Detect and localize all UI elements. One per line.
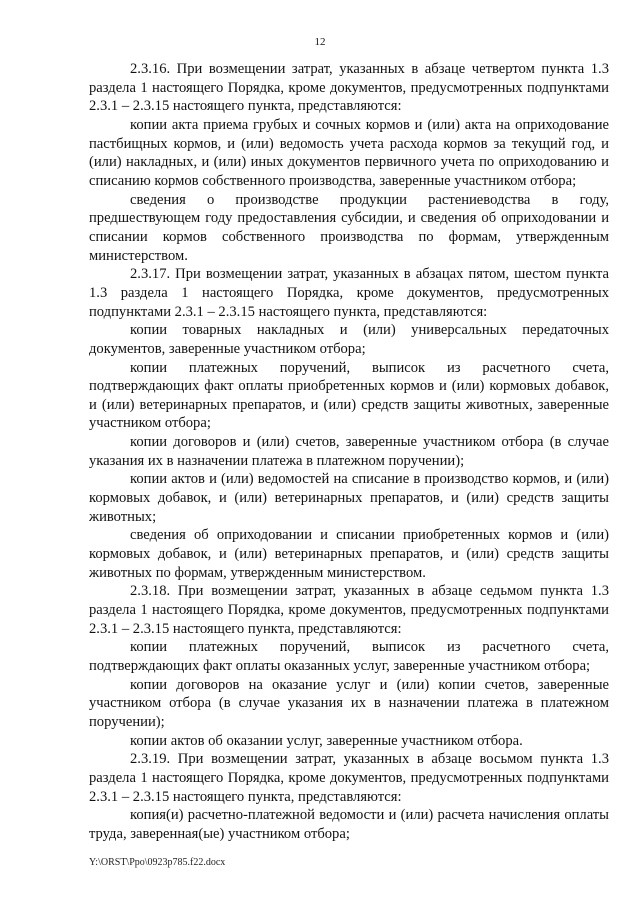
page-number: 12 [314,36,326,48]
paragraph-write-off-act-copies: копии актов и (или) ведомостей на списание в производство кормов, и (или) кормовых добавок, и (или) ветеринарных препаратов, и (или) средств защиты животных; [89,471,609,525]
paragraph-contract-copies: копии договоров и (или) счетов, заверенные участником отбора (в случае указания их в назначении платежа в платежном поручении); [89,434,609,469]
paragraph-2-3-19: 2.3.19. При возмещении затрат, указанных в абзаце восьмом пункта 1.3 раздела 1 настоящего Порядка, кроме документов, предусмотренных подпунктами 2.3.1 – 2.3.15 настоящего пункта, представляются: [89,751,609,805]
paragraph-payroll-copies: копия(и) расчетно-платежной ведомости и (или) расчета начисления оплаты труда, заверенная(ые) участником отбора; [89,807,609,842]
paragraph-2-3-18: 2.3.18. При возмещении затрат, указанных в абзаце седьмом пункта 1.3 раздела 1 настоящего Порядка, кроме документов, предусмотренных подпунктами 2.3.1 – 2.3.15 настоящего пункта, представляются: [89,583,609,637]
paragraph-feed-acceptance-copies: копии акта приема грубых и сочных кормов и (или) акта на оприходование пастбищных кормов, и (или) ведомость учета расхода кормов за текущий год, и (или) накладных, и (или) иных документов первичного учета по оприходованию и списанию кормов собственного производства, заверенные участником отбора; [89,116,609,189]
paragraph-payment-order-copies: копии платежных поручений, выписок из расчетного счета, подтверждающих факт оплаты приобретенных кормов и (или) кормовых добавок, и (или) ветеринарных препаратов, и (или) средств защиты животных, заверенные участником отбора; [89,359,609,432]
paragraph-service-payment-copies: копии платежных поручений, выписок из расчетного счета, подтверждающих факт оплаты оказанных услуг, заверенные участником отбора; [89,639,609,674]
paragraph-2-3-17: 2.3.17. При возмещении затрат, указанных в абзацах пятом, шестом пункта 1.3 раздела 1 настоящего Порядка, кроме документов, предусмотренных подпунктами 2.3.1 – 2.3.15 настоящего пункта, представляются: [89,266,609,320]
footer-file-path: Y:\ORST\Ppo\0923p785.f22.docx [89,857,226,868]
paragraph-waybill-copies: копии товарных накладных и (или) универсальных передаточных документов, заверенные участником отбора; [89,322,609,357]
paragraph-crop-production-info: сведения о производстве продукции растениеводства в году, предшествующем году предоставления субсидии, и сведения об оприходовании и списании кормов собственного производства по формам, утвержденным министерством. [89,191,609,264]
document-body [89,60,609,844]
paragraph-service-act-copies: копии актов об оказании услуг, заверенные участником отбора. [130,732,523,749]
paragraph-service-contract-copies: копии договоров на оказание услуг и (или) копии счетов, заверенные участником отбора (в случае указания их в назначении платежа в платежном поручении); [89,676,609,730]
paragraph-purchased-feed-info: сведения об оприходовании и списании приобретенных кормов и (или) кормовых добавок, и (или) ветеринарных препаратов, и (или) средств защиты животных по формам, утвержденным министерством. [89,527,609,581]
paragraph-2-3-16: 2.3.16. При возмещении затрат, указанных в абзаце четвертом пункта 1.3 раздела 1 настоящего Порядка, кроме документов, предусмотренных подпунктами 2.3.1 – 2.3.15 настоящего пункта, представляются: [89,61,609,115]
